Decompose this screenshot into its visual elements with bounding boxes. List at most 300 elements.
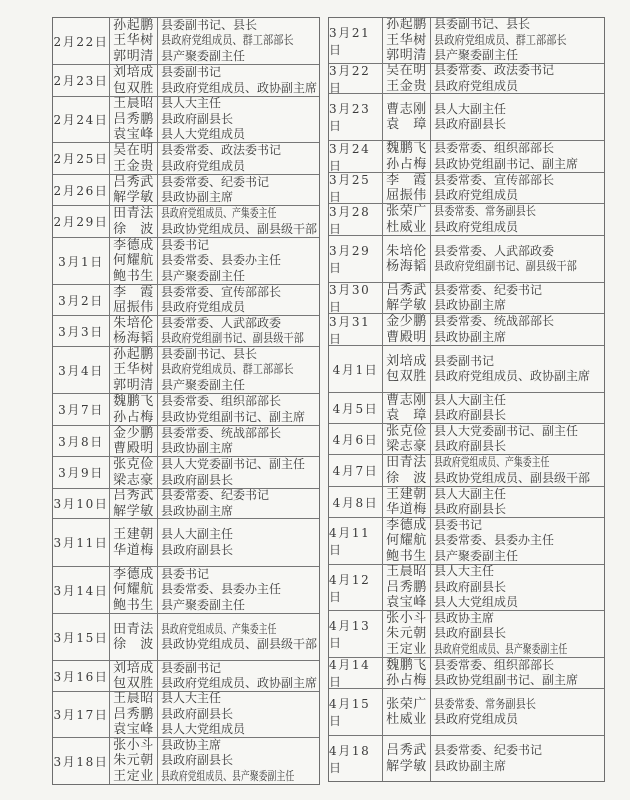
- person-title: 县人大副主任: [434, 393, 507, 407]
- titles-cell: [431, 141, 604, 172]
- schedule-row: [329, 611, 604, 658]
- schedule-row: [329, 424, 604, 455]
- titles-cell: [431, 18, 604, 63]
- person-name: 刘培成: [386, 353, 427, 369]
- duty-date: 4月13日: [329, 619, 371, 650]
- person-name: 田青法: [386, 455, 427, 470]
- date-cell: [329, 346, 383, 392]
- duty-date: 4月8日: [332, 495, 379, 510]
- duty-date: 3月15日: [53, 630, 109, 645]
- schedule-row: [329, 314, 604, 346]
- date-cell: [329, 736, 383, 781]
- person-name: 金少鹏: [113, 426, 154, 441]
- person-title: 县政府党组成员: [434, 188, 519, 202]
- person-name: 吕秀武: [113, 489, 154, 503]
- date-cell: [329, 18, 383, 63]
- person-title: 县政府副县长: [161, 753, 234, 768]
- person-name: 田青法: [113, 621, 154, 637]
- person-title: 县政协党组副书记、副主席: [434, 156, 579, 171]
- duty-date: 3月25日: [329, 173, 371, 203]
- names-cell: [383, 518, 431, 564]
- person-title: 县政协党组副书记、副主席: [161, 409, 306, 424]
- duty-schedule-table-left: [52, 17, 320, 785]
- duty-date: 3月29日: [329, 244, 371, 275]
- person-name: 华道梅: [386, 502, 427, 517]
- date-cell: [329, 314, 383, 345]
- person-name: 王晨昭: [113, 692, 154, 707]
- titles-cell: [158, 316, 319, 346]
- person-name: 袁宝峰: [113, 722, 154, 737]
- person-name: 朱元朝: [386, 626, 427, 642]
- names-cell: [110, 394, 158, 425]
- date-cell: [329, 94, 383, 140]
- duty-date: 3月11日: [53, 536, 109, 550]
- person-name: 徐 波: [113, 637, 154, 652]
- titles-cell: [158, 285, 319, 315]
- person-name: 吕秀鹏: [113, 111, 154, 127]
- duty-date: 4月18日: [329, 743, 371, 775]
- names-cell: [110, 206, 158, 237]
- person-title: 县委常委、组织部部长: [434, 141, 555, 155]
- person-name: 徐 波: [113, 221, 154, 237]
- schedule-row: [329, 283, 604, 314]
- date-cell: [53, 175, 110, 205]
- person-name: 吴在明: [113, 143, 154, 158]
- person-name: 包双胜: [386, 369, 427, 384]
- person-name: 张小斗: [386, 611, 427, 626]
- duty-date: 3月18日: [53, 754, 109, 769]
- names-cell: [383, 18, 431, 63]
- schedule-row: [329, 141, 604, 173]
- person-title: 县政协副主席: [161, 503, 234, 518]
- names-cell: [110, 143, 158, 174]
- schedule-row: [53, 18, 319, 65]
- schedule-row: [53, 426, 319, 457]
- person-title: 县政府党组成员、县产聚委副主任: [161, 768, 295, 783]
- names-cell: [383, 393, 431, 423]
- person-title: 县政府党组成员、产集委主任: [161, 621, 277, 636]
- person-name: 杨海韬: [386, 259, 427, 274]
- schedule-row: [53, 394, 319, 426]
- person-title: 县委书记: [434, 518, 483, 532]
- person-name: 何耀航: [113, 582, 154, 598]
- duty-date: 4月1日: [332, 362, 379, 377]
- duty-date: 3月4日: [58, 363, 104, 378]
- person-title: 县委常委、县委办主任: [161, 582, 282, 597]
- date-cell: [53, 347, 110, 393]
- names-cell: [383, 204, 431, 235]
- titles-cell: [158, 206, 319, 237]
- duty-date: 3月9日: [58, 466, 104, 480]
- titles-cell: [158, 738, 319, 784]
- date-cell: [53, 206, 110, 237]
- person-name: 包双胜: [113, 80, 154, 96]
- duty-date: 2月25日: [53, 152, 109, 166]
- date-cell: [329, 455, 383, 486]
- person-name: 袁宝峰: [113, 127, 154, 142]
- schedule-row: [53, 238, 319, 285]
- person-title: 县政协副主席: [434, 298, 507, 312]
- person-name: 王晨昭: [113, 97, 154, 112]
- names-cell: [110, 238, 158, 284]
- date-cell: [53, 661, 110, 691]
- person-title: 县政府副县长: [434, 117, 507, 131]
- person-title: 县产聚委副主任: [434, 548, 519, 563]
- person-title: 县政府党组成员: [434, 712, 519, 726]
- person-title: 县委常委、统战部部长: [161, 426, 282, 440]
- person-title: 县人大副主任: [434, 101, 507, 116]
- person-title: 县人大副主任: [434, 487, 507, 501]
- person-title: 县政协党组成员、副县级干部: [161, 221, 318, 236]
- titles-cell: [431, 518, 604, 564]
- person-title: 县产聚委副主任: [434, 48, 519, 63]
- names-cell: [110, 489, 158, 518]
- duty-date: 3月3日: [58, 324, 104, 339]
- date-cell: [329, 424, 383, 454]
- person-title: 县政府党组成员: [434, 78, 519, 93]
- schedule-row: [329, 658, 604, 689]
- person-title: 县人大党组成员: [434, 595, 519, 610]
- duty-date: 3月14日: [53, 583, 109, 598]
- schedule-row: [329, 565, 604, 611]
- names-cell: [110, 457, 158, 488]
- titles-cell: [158, 18, 319, 64]
- schedule-row: [329, 689, 604, 736]
- person-title: 县委副书记、县长: [161, 347, 258, 361]
- names-cell: [110, 175, 158, 205]
- titles-cell: [431, 236, 604, 282]
- titles-cell: [431, 611, 604, 657]
- person-title: 县委常委、组织部部长: [161, 394, 282, 408]
- names-cell: [110, 661, 158, 691]
- person-name: 张克俭: [113, 457, 154, 472]
- titles-cell: [431, 393, 604, 423]
- person-title: 县政府副县长: [161, 472, 234, 487]
- person-name: 鲍书生: [386, 548, 427, 564]
- person-name: 曹殿明: [386, 329, 427, 345]
- person-title: 县政协主席: [434, 611, 495, 625]
- schedule-row: [53, 567, 319, 614]
- person-title: 县委副书记: [161, 65, 222, 79]
- person-name: 梁志豪: [386, 439, 427, 454]
- duty-date: 4月15日: [329, 697, 371, 728]
- person-title: 县政府党组成员: [161, 158, 246, 173]
- date-cell: [53, 614, 110, 660]
- titles-cell: [431, 565, 604, 610]
- titles-cell: [431, 689, 604, 735]
- schedule-row: [53, 661, 319, 692]
- names-cell: [110, 97, 158, 142]
- date-cell: [329, 487, 383, 517]
- schedule-row: [53, 738, 319, 784]
- person-name: 郭明清: [386, 48, 427, 63]
- schedule-row: [53, 519, 319, 567]
- person-name: 王金贵: [113, 158, 154, 174]
- titles-cell: [431, 94, 604, 140]
- person-name: 杜威业: [386, 712, 427, 727]
- person-title: 县委常委、纪委书记: [161, 175, 270, 189]
- titles-cell: [158, 661, 319, 691]
- names-cell: [383, 689, 431, 735]
- duty-date: 3月28日: [329, 204, 371, 235]
- person-title: 县委常委、人武部政委: [161, 316, 282, 330]
- person-name: 吕秀鹏: [386, 579, 427, 595]
- person-title: 县政府副县长: [434, 502, 507, 516]
- duty-date: 2月24日: [53, 113, 109, 127]
- titles-cell: [158, 143, 319, 174]
- names-cell: [383, 64, 431, 93]
- duty-date: 2月26日: [53, 183, 109, 198]
- person-title: 县政协副主席: [161, 441, 234, 455]
- duty-date: 3月7日: [58, 403, 104, 417]
- person-title: 县政府党组成员、群工部部长: [434, 32, 567, 47]
- person-title: 县人大党委副书记、副主任: [161, 457, 306, 471]
- person-name: 朱培伦: [386, 243, 427, 259]
- person-name: 张克俭: [386, 424, 427, 439]
- person-name: 孙起鹏: [113, 18, 154, 33]
- person-name: 解学敏: [386, 758, 427, 774]
- schedule-row: [329, 346, 604, 393]
- schedule-row: [53, 206, 319, 238]
- person-name: 孙占梅: [386, 673, 427, 688]
- person-title: 县委常委、纪委书记: [434, 743, 543, 757]
- duty-date: 3月17日: [53, 708, 109, 722]
- names-cell: [383, 283, 431, 313]
- person-title: 县委常委、县委办主任: [161, 253, 282, 268]
- person-name: 吴在明: [386, 64, 427, 78]
- person-title: 县政府副县长: [161, 111, 234, 126]
- schedule-row: [53, 143, 319, 175]
- date-cell: [53, 489, 110, 518]
- date-cell: [53, 18, 110, 64]
- schedule-row: [329, 236, 604, 283]
- date-cell: [329, 658, 383, 688]
- person-name: 王定业: [386, 641, 427, 657]
- person-name: 解学敏: [386, 298, 427, 313]
- duty-date: 3月10日: [53, 497, 109, 511]
- titles-cell: [431, 736, 604, 781]
- person-name: 徐 波: [386, 470, 427, 486]
- names-cell: [110, 426, 158, 456]
- person-title: 县委书记: [161, 567, 210, 581]
- date-cell: [329, 689, 383, 735]
- schedule-row: [53, 347, 319, 394]
- person-name: 王建朝: [113, 527, 154, 542]
- titles-cell: [431, 64, 604, 93]
- names-cell: [383, 346, 431, 392]
- schedule-row: [53, 316, 319, 347]
- person-title: 县政协主席: [161, 738, 222, 752]
- names-cell: [383, 736, 431, 781]
- duty-date: 2月23日: [53, 74, 109, 88]
- duty-schedule-table-right: [328, 17, 605, 782]
- person-title: 县政府党组成员、群工部部长: [161, 362, 294, 377]
- titles-cell: [158, 347, 319, 393]
- person-title: 县委书记: [161, 238, 210, 252]
- date-cell: [53, 567, 110, 613]
- person-title: 县政协党组成员、副县级干部: [434, 470, 591, 485]
- person-name: 鲍书生: [113, 597, 154, 613]
- person-title: 县委副书记、县长: [434, 18, 531, 32]
- duty-date: 2月29日: [53, 215, 109, 229]
- person-title: 县委常委、纪委书记: [161, 489, 270, 502]
- titles-cell: [158, 519, 319, 566]
- titles-cell: [158, 426, 319, 456]
- person-name: 金少鹏: [386, 314, 427, 329]
- duty-date: 4月14日: [329, 658, 371, 688]
- schedule-row: [329, 204, 604, 236]
- person-title: 县政府副县长: [434, 626, 507, 641]
- person-title: 县政协党组成员、副县级干部: [161, 637, 318, 651]
- names-cell: [383, 611, 431, 657]
- person-name: 孙占梅: [386, 156, 427, 172]
- titles-cell: [431, 204, 604, 235]
- date-cell: [53, 143, 110, 174]
- person-name: 张荣广: [386, 696, 427, 712]
- date-cell: [329, 236, 383, 282]
- person-name: 解学敏: [113, 503, 154, 518]
- person-name: 袁 璋: [386, 117, 427, 132]
- duty-date: 4月11日: [329, 526, 371, 557]
- person-name: 王金贵: [386, 78, 427, 93]
- schedule-row: [53, 175, 319, 206]
- date-cell: [329, 393, 383, 423]
- person-name: 李德成: [113, 238, 154, 253]
- names-cell: [383, 141, 431, 172]
- person-name: 吕秀武: [386, 743, 427, 758]
- person-name: 郭明清: [113, 377, 154, 393]
- duty-date: 3月23日: [329, 102, 371, 133]
- person-title: 县委常委、纪委书记: [434, 283, 543, 297]
- person-name: 曹志刚: [386, 393, 427, 408]
- person-title: 县政府副县长: [434, 408, 507, 422]
- schedule-row: [53, 65, 319, 97]
- person-title: 县委常委、政法委书记: [161, 143, 282, 157]
- person-title: 县委常委、政法委书记: [434, 64, 555, 77]
- schedule-row: [53, 692, 319, 738]
- names-cell: [383, 236, 431, 282]
- person-title: 县政府党组成员、政协副主席: [161, 80, 318, 95]
- date-cell: [53, 738, 110, 784]
- titles-cell: [431, 487, 604, 517]
- person-title: 县委常委、县委办主任: [434, 533, 555, 548]
- person-name: 刘培成: [113, 65, 154, 80]
- titles-cell: [158, 567, 319, 613]
- names-cell: [110, 614, 158, 660]
- person-name: 朱培伦: [113, 316, 154, 331]
- person-title: 县产聚委副主任: [161, 48, 246, 63]
- person-name: 吕秀武: [386, 283, 427, 298]
- person-name: 何耀航: [113, 253, 154, 269]
- person-name: 王建朝: [386, 487, 427, 502]
- person-title: 县人大党组成员: [161, 127, 246, 142]
- date-cell: [53, 238, 110, 284]
- person-title: 县委副书记: [434, 353, 495, 368]
- duty-date: 2月22日: [53, 34, 109, 49]
- titles-cell: [158, 175, 319, 205]
- person-title: 县政府党组副书记、副县级干部: [161, 331, 304, 345]
- person-title: 县政协党组副书记、副主席: [434, 673, 579, 687]
- person-name: 王晨昭: [386, 565, 427, 580]
- schedule-row: [329, 518, 604, 565]
- person-name: 魏鹏飞: [386, 658, 427, 673]
- date-cell: [329, 64, 383, 93]
- person-name: 吕秀武: [113, 175, 154, 190]
- person-title: 县政府党组成员: [434, 219, 519, 234]
- person-name: 魏鹏飞: [113, 394, 154, 409]
- names-cell: [110, 285, 158, 315]
- names-cell: [383, 565, 431, 610]
- names-cell: [110, 316, 158, 346]
- duty-date: 4月6日: [332, 432, 379, 447]
- person-title: 县人大主任: [161, 97, 222, 111]
- person-name: 梁志豪: [113, 472, 154, 488]
- schedule-row: [329, 736, 604, 781]
- names-cell: [383, 658, 431, 688]
- date-cell: [329, 611, 383, 657]
- schedule-row: [329, 393, 604, 424]
- person-name: 杜威业: [386, 219, 427, 235]
- duty-date: 3月2日: [58, 293, 104, 308]
- person-title: 县委常委、宣传部部长: [434, 173, 555, 187]
- duty-date: 3月22日: [329, 64, 371, 93]
- titles-cell: [431, 283, 604, 313]
- person-title: 县政府副县长: [434, 579, 507, 594]
- person-name: 鲍书生: [113, 268, 154, 284]
- date-cell: [329, 204, 383, 235]
- person-title: 县人大副主任: [161, 527, 234, 541]
- person-name: 刘培成: [113, 661, 154, 676]
- person-title: 县政府党组成员、政协副主席: [434, 369, 591, 383]
- person-name: 吕秀鹏: [113, 706, 154, 722]
- date-cell: [53, 285, 110, 315]
- person-title: 县政府党组副书记、副县级干部: [434, 259, 577, 273]
- person-title: 县政府副县长: [161, 542, 234, 557]
- person-title: 县委副书记: [161, 661, 222, 675]
- person-name: 包双胜: [113, 676, 154, 691]
- person-title: 县政协副主席: [434, 329, 507, 344]
- duty-date: 4月7日: [332, 464, 379, 478]
- titles-cell: [158, 65, 319, 96]
- duty-date: 3月21日: [329, 25, 371, 57]
- schedule-row: [53, 97, 319, 143]
- titles-cell: [158, 614, 319, 660]
- schedule-row: [329, 173, 604, 204]
- titles-cell: [158, 457, 319, 488]
- titles-cell: [158, 489, 319, 518]
- names-cell: [110, 519, 158, 566]
- date-cell: [53, 65, 110, 96]
- date-cell: [53, 519, 110, 566]
- names-cell: [383, 455, 431, 486]
- duty-date: 3月8日: [58, 434, 104, 449]
- person-title: 县人大党组成员: [161, 722, 246, 737]
- person-title: 县人大主任: [434, 565, 495, 579]
- person-name: 郭明清: [113, 48, 154, 64]
- schedule-row: [329, 487, 604, 518]
- titles-cell: [158, 692, 319, 737]
- names-cell: [110, 347, 158, 393]
- person-name: 孙起鹏: [386, 18, 427, 33]
- date-cell: [329, 518, 383, 564]
- person-title: 县委常委、组织部部长: [434, 658, 555, 672]
- schedule-row: [53, 285, 319, 316]
- person-title: 县政协副主席: [161, 190, 234, 204]
- person-name: 张小斗: [113, 738, 154, 753]
- titles-cell: [431, 346, 604, 392]
- person-title: 县委常委、人武部政委: [434, 243, 555, 258]
- person-title: 县委副书记、县长: [161, 18, 258, 32]
